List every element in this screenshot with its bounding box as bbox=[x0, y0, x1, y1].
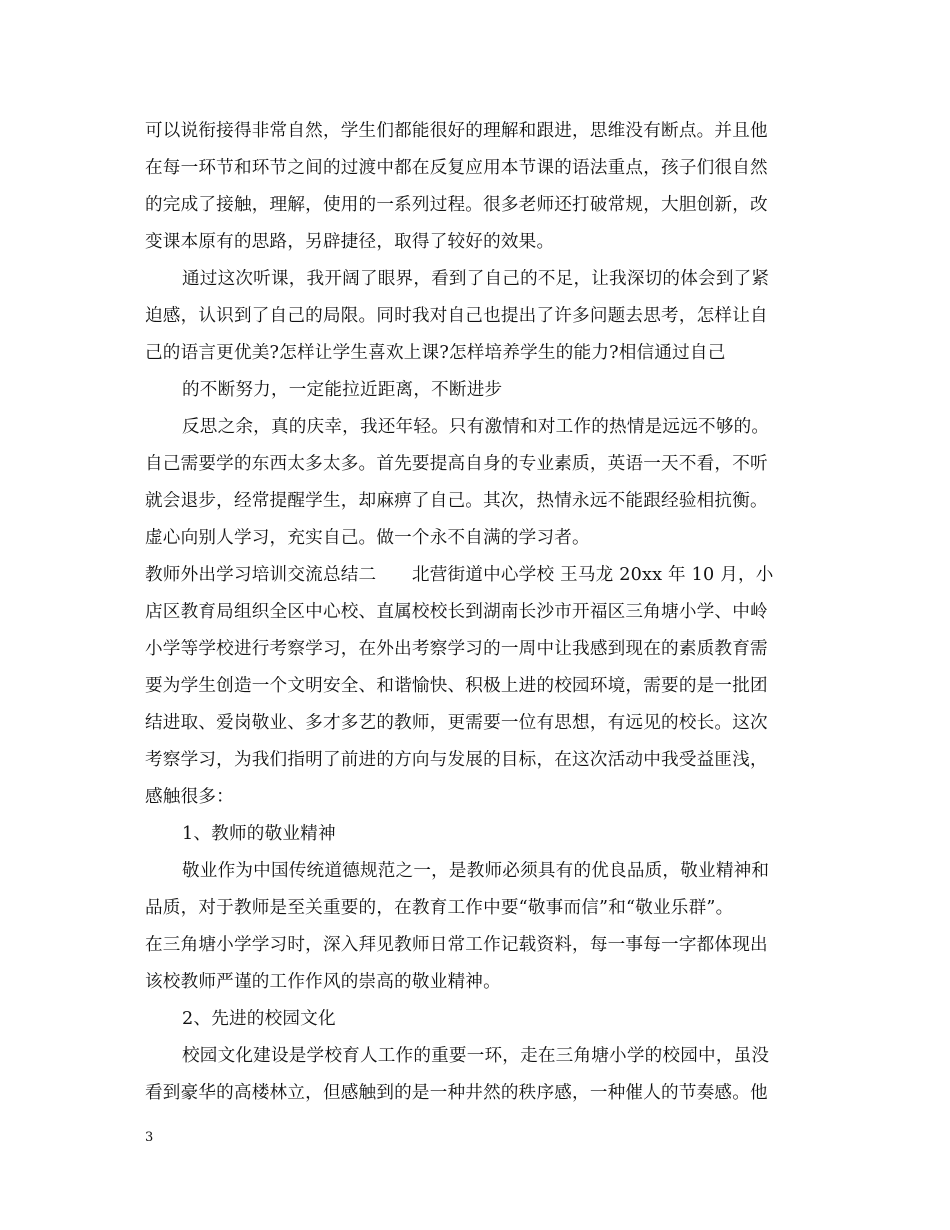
text-line: 在每一环节和环节之间的过渡中都在反复应用本节课的语法重点，孩子们很自然 bbox=[145, 158, 768, 178]
text-line: 反思之余，真的庆幸，我还年轻。只有激情和对工作的热情是远远不够的。 bbox=[182, 417, 770, 437]
text-line: 小学等学校进行考察学习，在外出考察学习的一周中让我感到现在的素质教育需 bbox=[145, 639, 768, 659]
text-line: 要为学生创造一个文明安全、和谐愉快、积极上进的校园环境，需要的是一批团 bbox=[145, 676, 768, 696]
text-line: 迫感，认识到了自己的局限。同时我对自己也提出了许多问题去思考，怎样让自 bbox=[145, 306, 768, 326]
text-line: 可以说衔接得非常自然，学生们都能很好的理解和跟进，思维没有断点。并且他 bbox=[145, 121, 768, 141]
text-line: 己的语言更优美?怎样让学生喜欢上课?怎样培养学生的能力?相信通过自己 bbox=[145, 343, 726, 363]
text-line: 的完成了接触，理解，使用的一系列过程。很多老师还打破常规，大胆创新，改 bbox=[145, 195, 768, 215]
text-line: 教师外出学习培训交流总结二 北营街道中心学校 王马龙 20xx 年 10 月，小 bbox=[145, 565, 774, 585]
text-line: 品质，对于教师是至关重要的，在教育工作中要“敬事而信”和“敬业乐群”。 bbox=[145, 898, 734, 918]
text-line: 考察学习，为我们指明了前进的方向与发展的目标，在这次活动中我受益匪浅， bbox=[145, 750, 768, 770]
text-line: 自己需要学的东西太多太多。首先要提高自身的专业素质，英语一天不看，不听 bbox=[145, 454, 768, 474]
text-line: 看到豪华的高楼林立，但感触到的是一种井然的秩序感，一种催人的节奏感。他 bbox=[145, 1083, 768, 1103]
text-line: 校园文化建设是学校育人工作的重要一环，走在三角塘小学的校园中，虽没 bbox=[182, 1046, 770, 1066]
text-line: 变课本原有的思路，另辟捷径，取得了较好的效果。 bbox=[145, 232, 555, 252]
section-heading: 1、教师的敬业精神 bbox=[182, 824, 336, 844]
text-line: 店区教育局组织全区中心校、直属校校长到湖南长沙市开福区三角塘小学、中岭 bbox=[145, 602, 768, 622]
text-line: 就会退步，经常提醒学生，却麻痹了自己。其次，热情永远不能跟经验相抗衡。 bbox=[145, 491, 768, 511]
text-line: 的不断努力，一定能拉近距离，不断进步 bbox=[182, 380, 503, 400]
text-line: 该校教师严谨的工作作风的崇高的敬业精神。 bbox=[145, 972, 501, 992]
section-heading: 2、先进的校园文化 bbox=[182, 1009, 336, 1029]
text-line: 敬业作为中国传统道德规范之一，是教师必须具有的优良品质，敬业精神和 bbox=[182, 861, 770, 881]
page-number: 3 bbox=[145, 1130, 154, 1145]
text-line: 感触很多： bbox=[145, 787, 234, 807]
text-line: 在三角塘小学学习时，深入拜见教师日常工作记载资料，每一事每一字都体现出 bbox=[145, 935, 768, 955]
text-line: 虚心向别人学习，充实自己。做一个永不自满的学习者。 bbox=[145, 528, 590, 548]
text-line: 通过这次听课，我开阔了眼界，看到了自己的不足，让我深切的体会到了紧 bbox=[182, 269, 770, 289]
text-line: 结进取、爱岗敬业、多才多艺的教师，更需要一位有思想，有远见的校长。这次 bbox=[145, 713, 768, 733]
